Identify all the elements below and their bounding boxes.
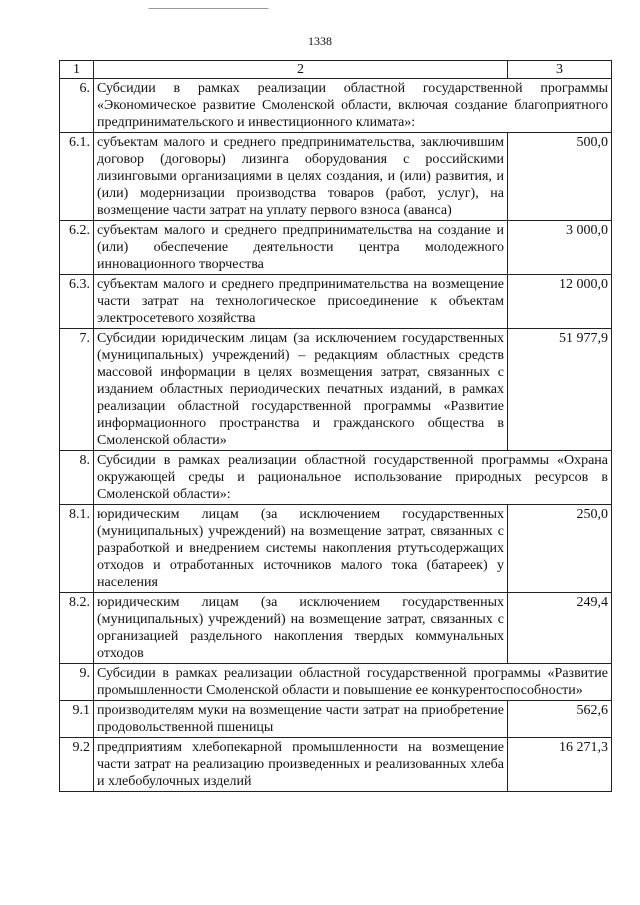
page-number: 1338: [308, 34, 332, 48]
table-row: [60, 329, 612, 451]
row-amount: 16 271,3: [508, 738, 612, 792]
row-number: 6.: [60, 79, 94, 133]
table-row: [60, 593, 612, 664]
row-number: 8.: [60, 451, 94, 505]
table-row: [60, 738, 612, 792]
row-description: субъектам малого и среднего предпринимательства на возмещение части затрат на технологическое присоединение к объектам электросетевого хозяйства: [94, 275, 508, 329]
row-description: субъектам малого и среднего предпринимательства на создание и (или) обеспечение деятельности центра молодежного инновационного творчества: [94, 221, 508, 275]
row-description: субъектам малого и среднего предпринимательства, заключившим договор (договоры) лизинга оборудования с российскими лизинговыми организациями в целях создания, и (или) развития, и (или) модернизации производства товаров (работ, услуг), на возмещение части затрат на уплату первого взноса (аванса): [94, 133, 508, 221]
row-number: 8.2.: [60, 593, 94, 664]
row-description: Субсидии в рамках реализации областной государственной программы «Экономическое развитие Смоленской области, включая создание благоприятного предпринимательского и инвестиционного климата»:: [94, 79, 612, 133]
table-row: [60, 133, 612, 221]
table-row: [60, 451, 612, 505]
table-header-row: [60, 61, 612, 79]
row-number: 8.1.: [60, 505, 94, 593]
table-row: [60, 701, 612, 738]
row-amount: 51 977,9: [508, 329, 612, 451]
row-amount: 249,4: [508, 593, 612, 664]
row-description: производителям муки на возмещение части затрат на приобретение продовольственной пшеницы: [94, 701, 508, 738]
column-header: 2: [94, 61, 508, 79]
row-number: 6.3.: [60, 275, 94, 329]
column-header: 1: [60, 61, 94, 79]
row-number: 9.2: [60, 738, 94, 792]
row-description: юридическим лицам (за исключением государственных (муниципальных) учреждений) на возмещение затрат, связанных с разработкой и внедрением системы накопления ртутьсодержащих отходов и отработанных источников малого тока (батареек) у населения: [94, 505, 508, 593]
row-number: 6.2.: [60, 221, 94, 275]
row-description: Субсидии в рамках реализации областной государственной программы «Охрана окружающей среды и рациональное использование природных ресурсов в Смоленской области»:: [94, 451, 612, 505]
table-row: [60, 664, 612, 701]
row-amount: 250,0: [508, 505, 612, 593]
row-description: предприятиям хлебопекарной промышленности на возмещение части затрат на реализацию произведенных и реализованных хлеба и хлебобулочных изделий: [94, 738, 508, 792]
column-header: 3: [508, 61, 612, 79]
row-description: Субсидии юридическим лицам (за исключением государственных (муниципальных) учреждений) – редакциям областных средств массовой информации в целях возмещения затрат, связанных с изданием областных периодических печатных изданий, в рамках реализации областной государственной программы «Развитие информационного пространства и гражданского общества в Смоленской области»: [94, 329, 508, 451]
table-row: [60, 505, 612, 593]
row-description: Субсидии в рамках реализации областной государственной программы «Развитие промышленности Смоленской области и повышение ее конкурентоспособности»: [94, 664, 612, 701]
row-amount: 562,6: [508, 701, 612, 738]
table-row: [60, 275, 612, 329]
row-number: 6.1.: [60, 133, 94, 221]
scan-artifact-line: [148, 0, 271, 9]
row-number: 7.: [60, 329, 94, 451]
row-number: 9.: [60, 664, 94, 701]
table-row: [60, 221, 612, 275]
row-description: юридическим лицам (за исключением государственных (муниципальных) учреждений) на возмещение затрат, связанных с организацией раздельного накопления твердых коммунальных отходов: [94, 593, 508, 664]
row-amount: 12 000,0: [508, 275, 612, 329]
row-amount: 3 000,0: [508, 221, 612, 275]
row-number: 9.1: [60, 701, 94, 738]
subsidy-table: [59, 60, 612, 792]
table-row: [60, 79, 612, 133]
row-amount: 500,0: [508, 133, 612, 221]
